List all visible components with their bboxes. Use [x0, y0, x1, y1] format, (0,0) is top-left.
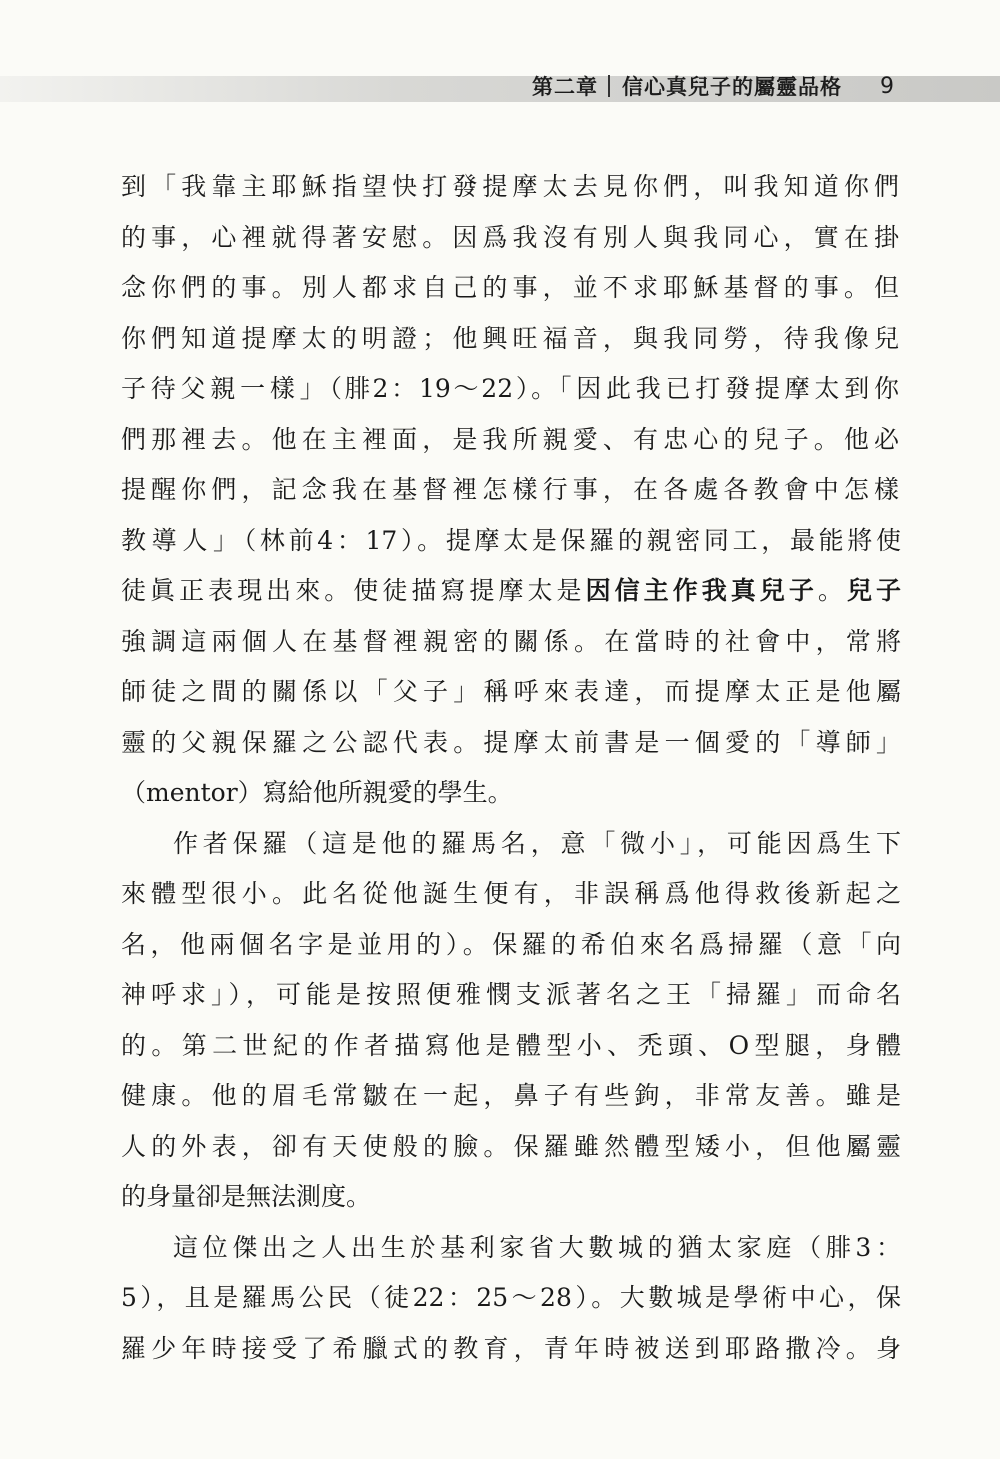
chapter-label: 第二章 [532, 75, 598, 99]
text-line [121, 415, 901, 466]
text-line [121, 1273, 901, 1324]
text-segment: 。 [817, 576, 847, 605]
header-separator [608, 75, 610, 97]
text-segment: （林前4：17）。提摩太是保羅的親密同工，最能將使 [243, 525, 901, 555]
scripture-quote: 「因此我已打發提摩太到你 [558, 374, 901, 403]
emphasis-text: 兒子 [846, 576, 901, 605]
scripture-quote: 念你們的事。別人都求自己的事，並不求耶穌基督的事。但 [121, 273, 901, 302]
text-segment: 師徒之間的關係以「父子」稱呼來表達，而提摩太正是他屬 [121, 677, 901, 706]
text-line [121, 213, 901, 264]
text-line [121, 1071, 901, 1122]
page-number: 9 [880, 73, 895, 99]
scripture-quote: 你們知道提摩太的明證；他興旺福音，與我同勞，待我像兒 [121, 323, 901, 353]
text-segment: 強調這兩個人在基督裡親密的關係。在當時的社會中，常將 [121, 626, 901, 656]
text-line [121, 869, 901, 920]
text-line [121, 617, 901, 668]
text-line [121, 1324, 901, 1375]
text-line [121, 364, 901, 415]
scripture-quote: 教導人」 [121, 525, 244, 555]
text-line [121, 1021, 901, 1072]
text-segment: 健康。他的眉毛常皺在一起，鼻子有些鉤，非常友善。雖是 [121, 1081, 901, 1110]
text-line [121, 667, 901, 718]
running-header [532, 70, 895, 102]
text-line [121, 1172, 901, 1223]
text-line [121, 1122, 901, 1173]
text-segment: 的身量卻是無法測度。 [121, 1182, 372, 1211]
text-segment: 的。第二世紀的作者描寫他是體型小、禿頭、O型腿，身體 [121, 1030, 901, 1060]
text-segment: 5），且是羅馬公民（徒22：25～28）。大數城是學術中心，保 [121, 1283, 901, 1312]
scripture-quote: 的事，心裡就得著安慰。因爲我沒有別人與我同心，實在掛 [121, 222, 901, 252]
scripture-quote: 們那裡去。他在主裡面，是我所親愛、有忠心的兒子。他必 [121, 424, 901, 454]
scripture-quote: 提醒你們，記念我在基督裡怎樣行事，在各處各教會中怎樣 [121, 475, 901, 504]
body-text [121, 162, 901, 1374]
text-line [121, 718, 901, 769]
text-line [121, 314, 901, 365]
emphasis-text: 因信主作我真兒子 [585, 576, 818, 605]
text-line [121, 970, 901, 1021]
text-line [121, 263, 901, 314]
text-line [121, 465, 901, 516]
text-segment: （mentor）寫給他所親愛的學生。 [121, 778, 513, 807]
text-segment: 神呼求」），可能是按照便雅憫支派著名之王「掃羅」而命名 [121, 980, 901, 1009]
text-segment: （腓2：19～22）。 [329, 374, 559, 403]
text-segment: 名，他兩個名字是並用的）。保羅的希伯來名爲掃羅（意「向 [121, 929, 901, 959]
text-line [121, 920, 901, 971]
text-line [121, 819, 901, 870]
chapter-title: 信心真兒子的屬靈品格 [622, 75, 842, 99]
text-line [121, 1223, 901, 1274]
text-segment: 作者保羅（這是他的羅馬名，意「微小」，可能因爲生下 [173, 828, 901, 858]
text-segment: 人的外表，卻有天使般的臉。保羅雖然體型矮小，但他屬靈 [121, 1131, 901, 1161]
text-line [121, 516, 901, 567]
text-segment: 來體型很小。此名從他誕生便有，非誤稱爲他得救後新起之 [121, 879, 901, 908]
text-segment: 靈的父親保羅之公認代表。提摩太前書是一個愛的「導師」 [121, 727, 901, 757]
text-segment: 這位傑出之人出生於基利家省大數城的猶太家庭（腓3： [173, 1232, 901, 1262]
text-segment: 羅少年時接受了希臘式的教育，青年時被送到耶路撒冷。身 [121, 1333, 901, 1363]
text-line [121, 768, 901, 819]
scripture-quote: 子待父親一樣」 [121, 374, 330, 403]
text-line [121, 566, 901, 617]
text-segment: 徒眞正表現出來。使徒描寫提摩太是 [121, 576, 586, 605]
scripture-quote: 到「我靠主耶穌指望快打發提摩太去見你們，叫我知道你們 [121, 172, 901, 201]
text-line [121, 162, 901, 213]
